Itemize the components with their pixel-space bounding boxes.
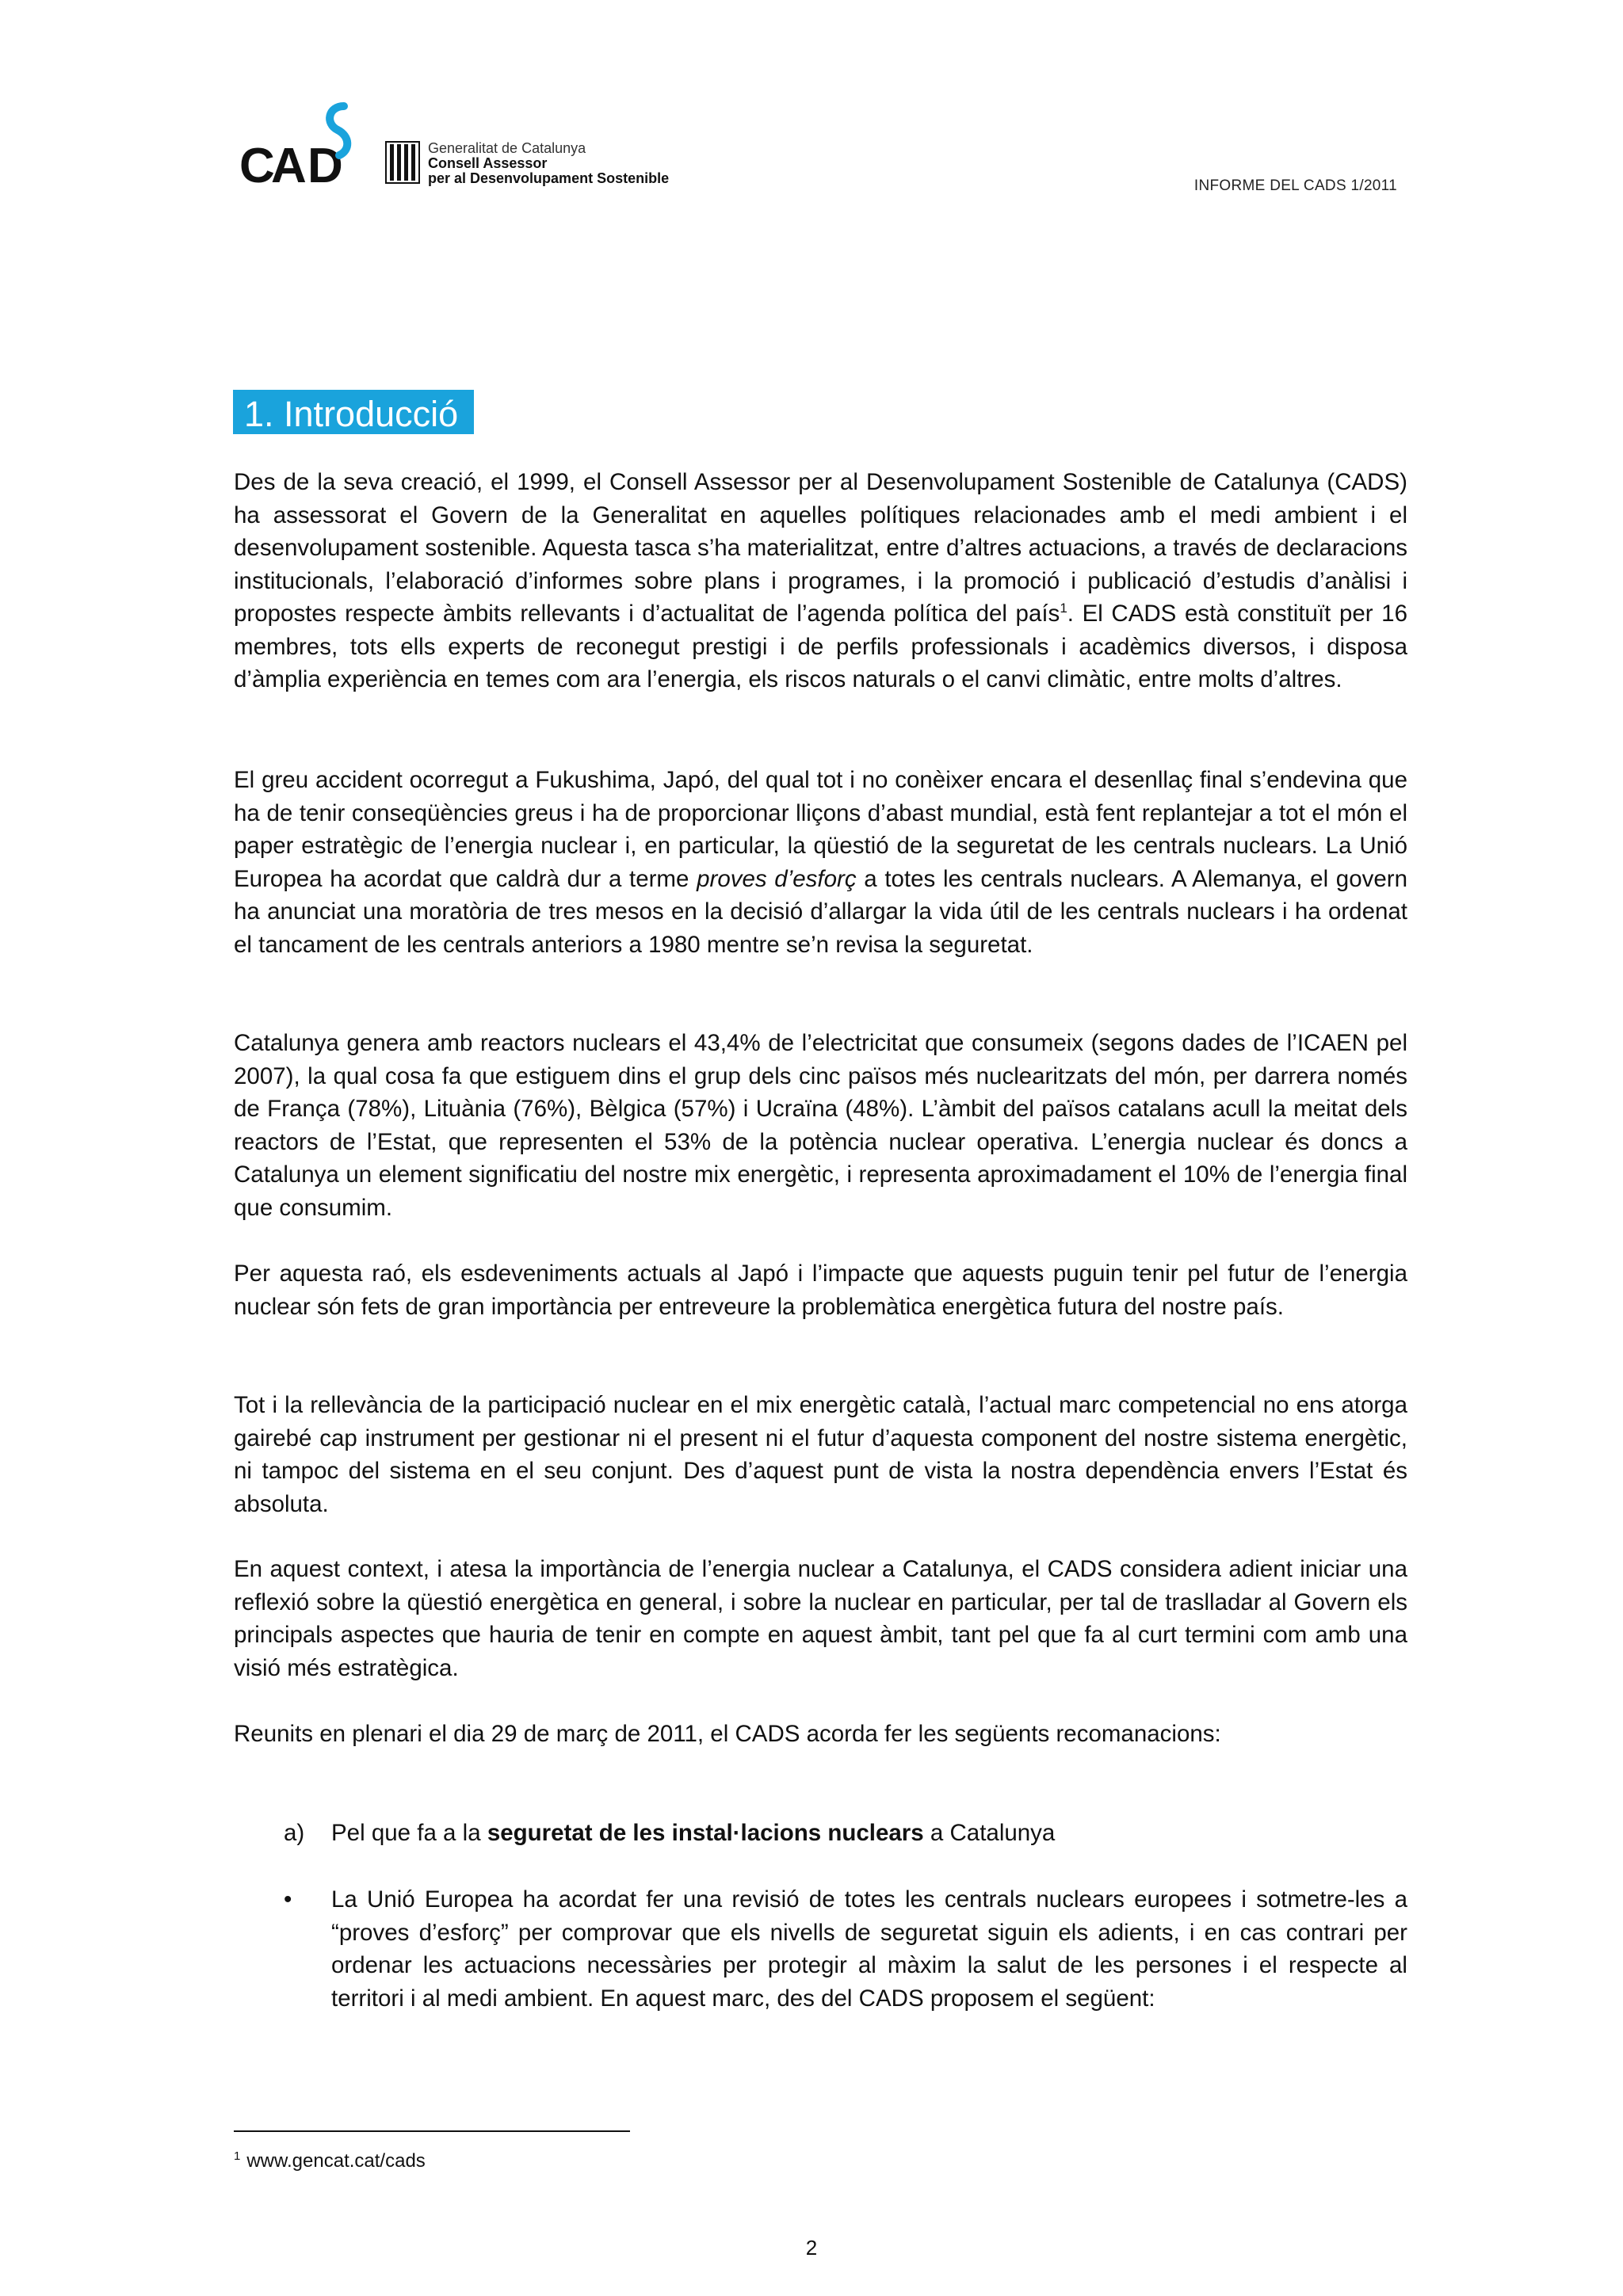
paragraph-6: En aquest context, i atesa la importància de l’energia nuclear a Catalunya, el CADS considera adient iniciar una reflexió sobre la qüestió energètica en general, i sobre la nuclear en particular, per tal de traslladar al Govern els principals aspectes que hauria de tenir en compte en aquest àmbit, tant pel que fa al curt termini com amb una visió més estratègica. <box>234 1556 1407 1681</box>
paragraph-1 <box>234 466 1407 696</box>
bullet-marker: • <box>284 1886 292 1913</box>
page-number: 2 <box>805 2236 818 2260</box>
svg-text:A: A <box>271 139 307 189</box>
footnote-number: 1 <box>234 2149 241 2163</box>
list-marker-a: a) <box>284 1820 305 1846</box>
institution-line-2: Consell Assessor <box>428 155 548 171</box>
institution-line-1: Generalitat de Catalunya <box>428 140 586 156</box>
paragraph-2-start: El greu accident ocorregut a Fukushima, Japó, del qual tot i no conèixer encara el desenllaç final s’endevina que ha de tenir conseqüències greus i ha de proporcionar lliçons d’abast mundial, està fent replantejar a tot el món el paper estratègic de l’energia nuclear i, en particular, la qüestió de la seguretat de les centrals nuclears. La Unió Europea ha acordat que caldrà dur a terme <box>234 767 1407 892</box>
bullet-item <box>284 1883 1407 2015</box>
section-title: 1. Introducció <box>233 390 474 434</box>
footnote-text: www.gencat.cat/cads <box>246 2150 426 2172</box>
paragraph-2-end: a totes les centrals nuclears. A Alemanya, el govern ha anunciat una moratòria de tres mesos en la decisió d’allargar la vida útil de les centrals nuclears i ha ordenat el tancament de les centrals anteriors a 1980 mentre se’n revisa la seguretat. <box>234 865 1407 958</box>
list-item-a-bold: seguretat de les instal·lacions nuclears <box>487 1820 924 1846</box>
cads-logo <box>239 101 366 189</box>
report-identifier: INFORME DEL CADS 1/2011 <box>1193 177 1397 194</box>
generalitat-emblem-icon <box>385 141 420 184</box>
paragraph-1-main: Des de la seva creació, el 1999, el Consell Assessor per al Desenvolupament Sostenible de Catalunya (CADS) ha assessorat el Govern de la Generalitat en aquelles polítiques relacionades amb el medi ambient i el desenvolupament sostenible. Aquesta tasca s’ha materialitzat, entre d’altres actuacions, a través de declaracions institucionals, l’elaboració d’informes sobre plans i programes, i la promoció i publicació d’estudis d’anàlisi i propostes respecte àmbits rellevants i d’actualitat de l’agenda política del país <box>234 469 1407 627</box>
paragraph-2-italic: proves d’esforç <box>697 865 857 892</box>
paragraph-1-rest: . El CADS està constituït per 16 membres, tots ells experts de reconegut prestigi i de perfils professionals i acadèmics diversos, i disposa d’àmplia experiència en temes com ara l’energia, els riscos naturals o el canvi climàtic, entre molts d’altres. <box>234 601 1407 692</box>
footnote <box>234 2149 426 2173</box>
bullet-text: La Unió Europea ha acordat fer una revisió de totes les centrals nuclears europees i sotmetre-les a “proves d’esforç” per comprovar que els nivells de seguretat siguin els adients, i en cas contrari per ordenar les actuacions necessàries per protegir al màxim la salut de les persones i el respecte al territori i al medi ambient. En aquest marc, des del CADS proposem el següent: <box>331 1886 1407 2012</box>
paragraph-2 <box>234 764 1407 961</box>
footnote-reference: 1 <box>1060 601 1067 616</box>
paragraph-5: Tot i la rellevància de la participació nuclear en el mix energètic català, l’actual marc competencial no ens atorga gairebé cap instrument per gestionar ni el present ni el futur d’aquesta component del nostre sistema energètic, ni tampoc del sistema en el seu conjunt. Des d’aquest punt de vista la nostra dependència envers l’Estat és absoluta. <box>234 1392 1407 1517</box>
paragraph-3: Catalunya genera amb reactors nuclears el 43,4% de l’electricitat que consumeix (segons dades de l’ICAEN pel 2007), la qual cosa fa que estiguem dins el grup dels cinc països més nuclearitzats del món, per darrera només de França (78%), Lituània (76%), Bèlgica (57%) i Ucraïna (48%). L’àmbit del països catalans acull la meitat dels reactors de l’Estat, que representen el 53% de la potència nuclear operativa. L’energia nuclear és doncs a Catalunya un element significatiu del nostre mix energètic, i representa aproximadament el 10% de l’energia final que consumim. <box>234 1030 1407 1221</box>
svg-text:D: D <box>307 139 343 189</box>
institution-name <box>428 141 669 186</box>
institution-line-3: per al Desenvolupament Sostenible <box>428 170 670 186</box>
list-item-a-pre: Pel que fa a la <box>331 1820 487 1846</box>
paragraph-7: Reunits en plenari el dia 29 de març de 2011, el CADS acorda fer les següents recomanacions: <box>234 1721 1221 1747</box>
list-item-a <box>284 1817 1055 1850</box>
list-item-a-post: a Catalunya <box>923 1820 1056 1846</box>
paragraph-4: Per aquesta raó, els esdeveniments actuals al Japó i l’impacte que aquests puguin tenir pel futur de l’energia nuclear són fets de gran importància per entreveure la problemàtica energètica futura del nostre país. <box>234 1261 1407 1320</box>
footnote-divider <box>234 2130 630 2132</box>
svg-text:C: C <box>239 139 275 189</box>
